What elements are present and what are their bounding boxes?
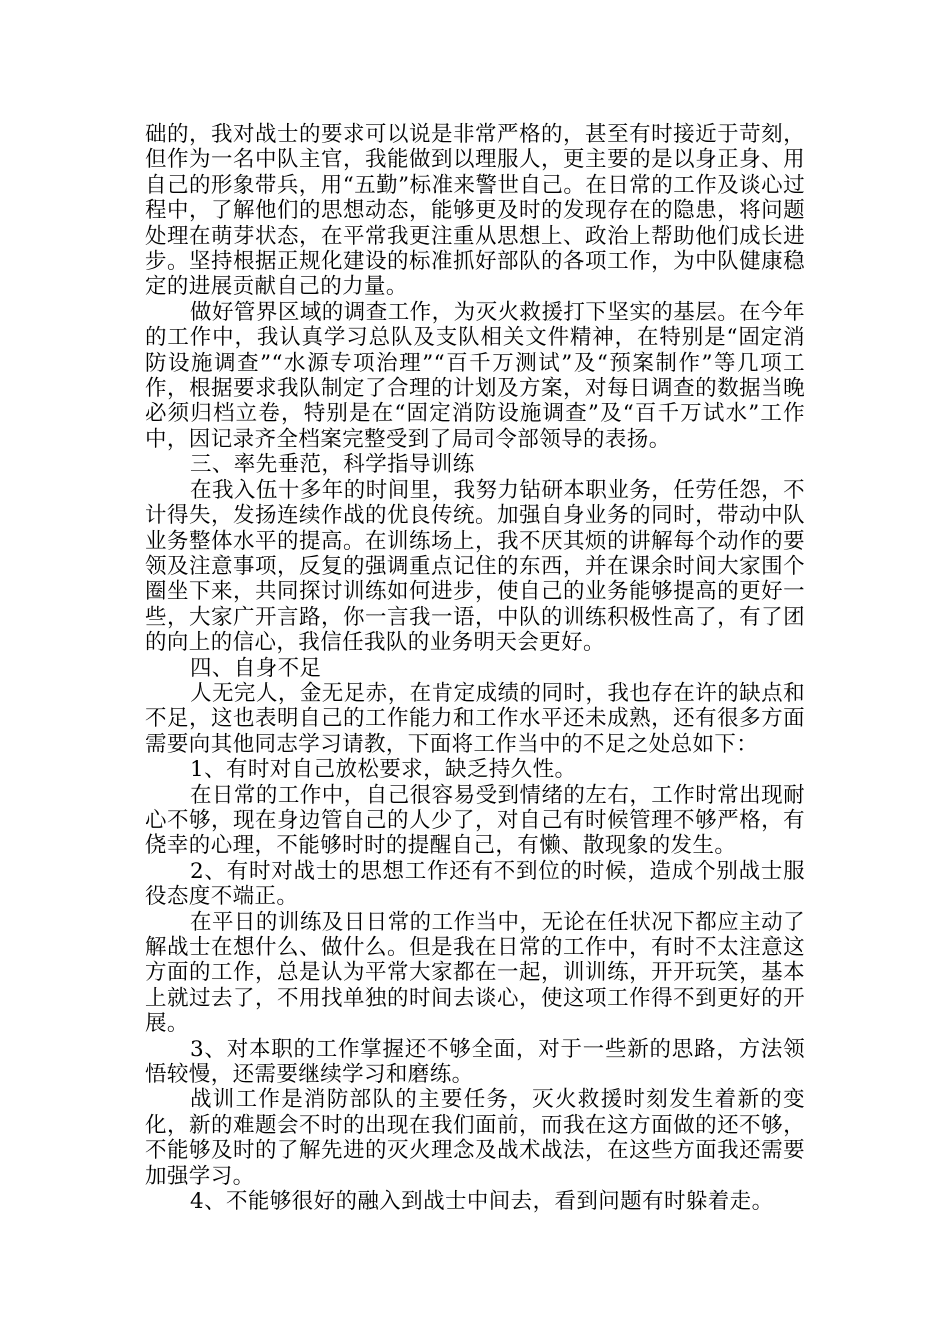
paragraph-8: 在日常的工作中，自己很容易受到情绪的左右，工作时常出现耐心不够，现在身边管自己的人少了，对自己有时候管理不够严格，有侥幸的心理，不能够时时的提醒自己，有懒、散现象的发生。 bbox=[145, 782, 805, 859]
paragraph-10: 在平日的训练及日日常的工作当中，无论在任状况下都应主动了解战士在想什么、做什么。但是我在日常的工作中，有时不太注意这方面的工作，总是认为平常大家都在一起，训训练，开开玩笑，基本上就过去了，不用找单独的时间去谈心，使这项工作得不到更好的开展。 bbox=[145, 909, 805, 1037]
paragraph-4: 在我入伍十多年的时间里，我努力钻研本职业务，任劳任怨，不计得失，发扬连续作战的优良传统。加强自身业务的同时，带动中队业务整体水平的提高。在训练场上，我不厌其烦的讲解每个动作的要领及注意事项，反复的强调重点记住的东西，并在课余时间大家围个圈坐下来，共同探讨训练如何进步，使自己的业务能够提高的更好一些，大家广开言路，你一言我一语，中队的训练积极性高了，有了团的向上的信心，我信任我队的业务明天会更好。 bbox=[145, 477, 805, 656]
paragraph-1: 础的，我对战士的要求可以说是非常严格的，甚至有时接近于苛刻，但作为一名中队主官，我能做到以理服人，更主要的是以身正身、用自己的形象带兵，用“五勤”标准来警世自己。在日常的工作及谈心过程中，了解他们的思想动态，能够更及时的发现存在的隐患，将问题处理在萌芽状态，在平常我更注重从思想上、政治上帮助他们成长进步。坚持根据正规化建设的标准抓好部队的各项工作，为中队健康稳定的进展贡献自己的力量。 bbox=[145, 122, 805, 300]
item-heading-1: 1、有时对自己放松要求，缺乏持久性。 bbox=[190, 757, 577, 783]
item-heading-2: 2、有时对战士的思想工作还有不到位的时候，造成个别战士服役态度不端正。 bbox=[145, 858, 805, 910]
section-heading-4: 四、自身不足 bbox=[190, 655, 322, 681]
document-page bbox=[145, 122, 805, 1214]
paragraph-2: 做好管界区域的调查工作，为灭火救援打下坚实的基层。在今年的工作中，我认真学习总队及支队相关文件精神，在特别是“固定消防设施调查”“水源专项治理”“百千万测试”及“预案制作”等几项工作，根据要求我队制定了合理的计划及方案，对每日调查的数据当晚必须归档立卷，特别是在“固定消防设施调查”及“百千万试水”工作中，因记录齐全档案完整受到了局司令部领导的表扬。 bbox=[145, 299, 805, 452]
item-heading-3: 3、对本职的工作掌握还不够全面，对于一些新的思路，方法领悟较慢，还需要继续学习和磨练。 bbox=[145, 1036, 805, 1088]
section-heading-3: 三、率先垂范，科学指导训练 bbox=[190, 452, 475, 478]
paragraph-6: 人无完人，金无足赤，在肯定成绩的同时，我也存在许的缺点和不足，这也表明自己的工作能力和工作水平还未成熟，还有很多方面需要向其他同志学习请教，下面将工作当中的不足之处总如下： bbox=[145, 680, 805, 757]
paragraph-12: 战训工作是消防部队的主要任务，灭火救援时刻发生着新的变化，新的难题会不时的出现在我们面前，而我在这方面做的还不够，不能够及时的了解先进的灭火理念及战术战法，在这些方面我还需要加强学习。 bbox=[145, 1087, 805, 1189]
item-heading-4: 4、不能够很好的融入到战士中间去，看到问题有时躲着走。 bbox=[190, 1189, 774, 1215]
